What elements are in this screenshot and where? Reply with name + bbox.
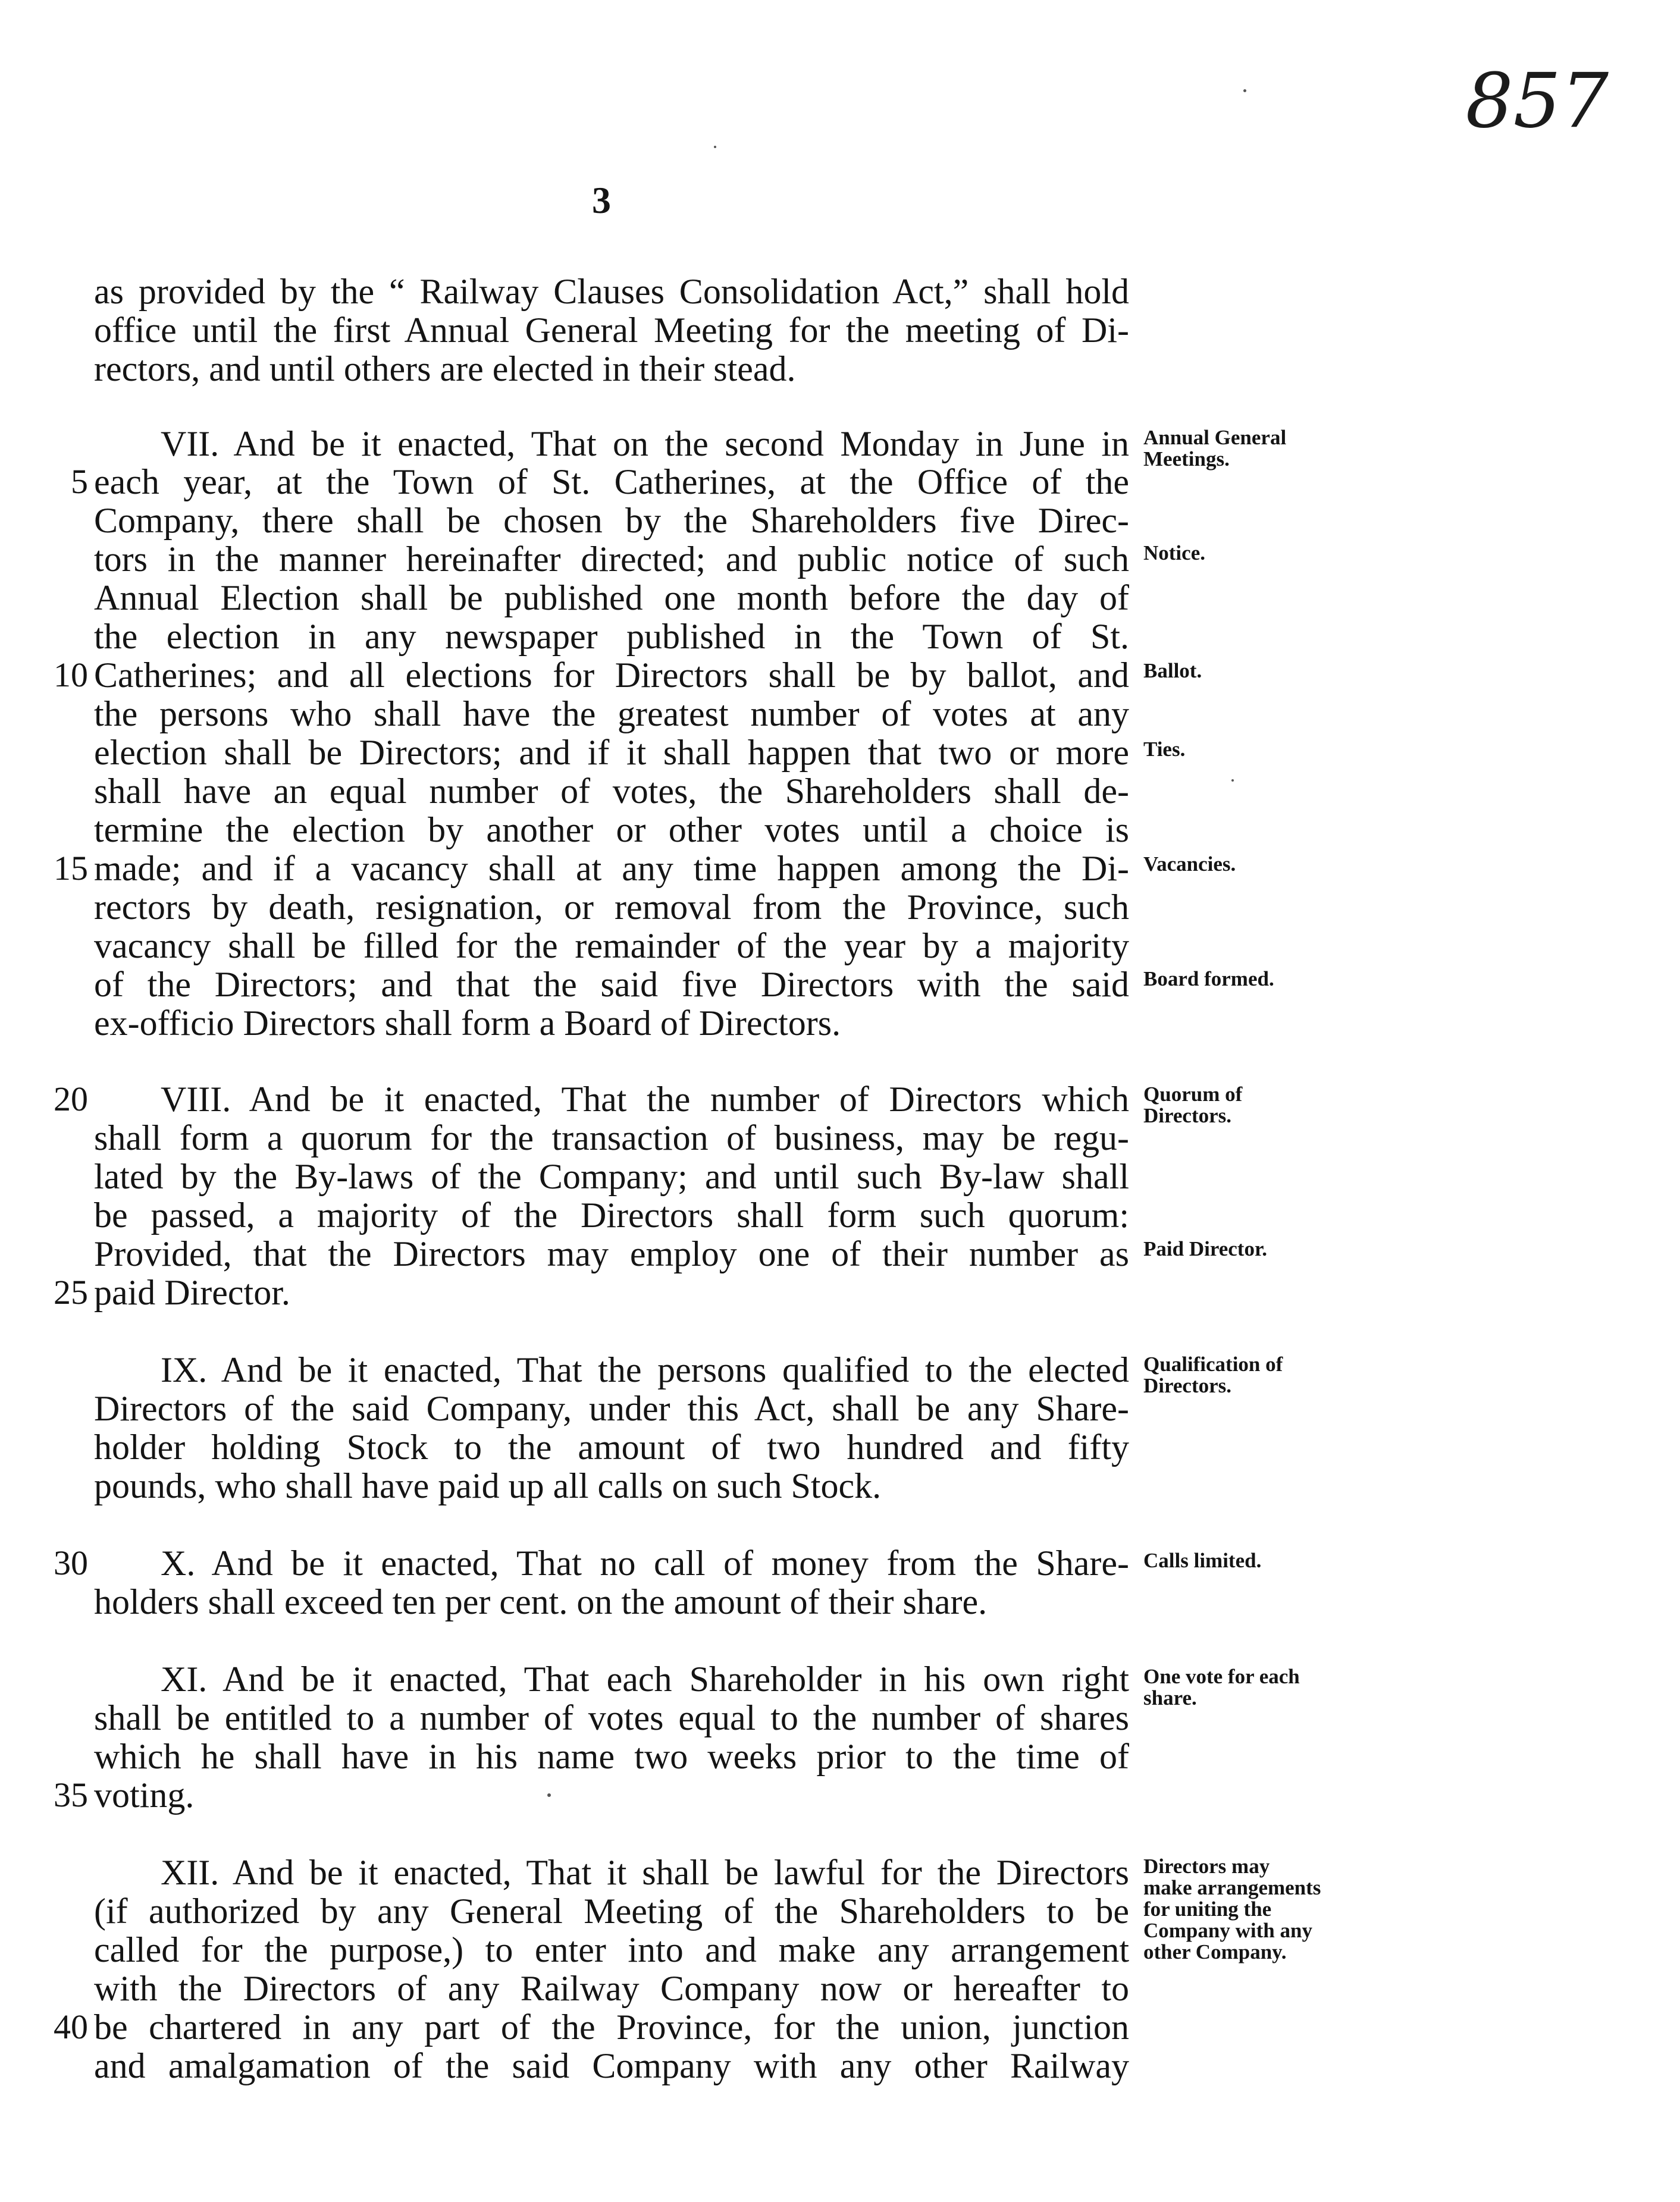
text-line: XI. And be it enacted, That each Shareholder in his own right: [161, 1660, 1129, 1699]
text-line: tors in the manner hereinafter directed; and public notice of such: [94, 539, 1129, 579]
text-line: Provided, that the Directors may employ one of their number as: [94, 1234, 1129, 1273]
line-number: 5: [71, 462, 88, 501]
text-line: (if authorized by any General Meeting of the Shareholders to be: [94, 1892, 1129, 1931]
text-line: of the Directors; and that the said five Directors with the said: [94, 965, 1129, 1004]
text-line: ex-officio Directors shall form a Board of Directors.: [94, 1003, 841, 1043]
text-line: pounds, who shall have paid up all calls on such Stock.: [94, 1466, 882, 1505]
text-line: election shall be Directors; and if it shall happen that two or more: [94, 733, 1129, 772]
print-speck: [1243, 89, 1246, 92]
text-line: as provided by the “ Railway Clauses Consolidation Act,” shall hold: [94, 272, 1129, 311]
page-number: 3: [592, 179, 611, 221]
text-line: office until the first Annual General Meeting for the meeting of Di-: [94, 310, 1129, 350]
folio-mark: 857: [1465, 57, 1609, 145]
margin-note: Board formed.: [1143, 967, 1274, 990]
margin-note: Directors may make arrangements for uniting the Company with any other Company.: [1143, 1855, 1321, 1963]
margin-note: Ties.: [1143, 738, 1186, 761]
margin-note: Quorum of Directors.: [1143, 1083, 1243, 1127]
text-line: Annual Election shall be published one month before the day of: [94, 578, 1129, 617]
margin-note: One vote for each share.: [1143, 1665, 1300, 1709]
margin-note: Notice.: [1143, 541, 1205, 564]
print-speck: [714, 146, 716, 148]
line-number: 30: [54, 1544, 88, 1582]
text-line: VII. And be it enacted, That on the second Monday in June in: [161, 424, 1129, 463]
margin-note: Annual General Meetings.: [1143, 426, 1287, 470]
text-line: holder holding Stock to the amount of two hundred and fifty: [94, 1428, 1129, 1467]
text-line: IX. And be it enacted, That the persons qualified to the elected: [161, 1350, 1129, 1389]
margin-note: Qualification of Directors.: [1143, 1353, 1283, 1397]
print-speck: [1231, 779, 1234, 782]
text-line: rectors, and until others are elected in their stead.: [94, 349, 796, 388]
text-line: holders shall exceed ten per cent. on the amount of their share.: [94, 1582, 988, 1621]
text-line: paid Director.: [94, 1273, 290, 1312]
text-line: shall form a quorum for the transaction of business, may be regu-: [94, 1118, 1129, 1158]
text-line: termine the election by another or other votes until a choice is: [94, 810, 1129, 849]
line-number: 40: [54, 2007, 88, 2046]
text-line: Directors of the said Company, under this Act, shall be any Share-: [94, 1389, 1129, 1428]
text-line: VIII. And be it enacted, That the number of Directors which: [161, 1080, 1129, 1119]
text-line: shall be entitled to a number of votes equal to the number of shares: [94, 1698, 1129, 1737]
text-line: XII. And be it enacted, That it shall be lawful for the Directors: [161, 1853, 1129, 1892]
line-number: 10: [54, 655, 88, 694]
text-line: X. And be it enacted, That no call of money from the Share-: [161, 1544, 1129, 1583]
line-number: 20: [54, 1080, 88, 1118]
text-line: vacancy shall be filled for the remainder of the year by a majority: [94, 926, 1129, 965]
print-speck: [547, 1793, 551, 1797]
margin-note: Calls limited.: [1143, 1549, 1262, 1572]
text-line: lated by the By-laws of the Company; and until such By-law shall: [94, 1157, 1129, 1196]
margin-note: Vacancies.: [1143, 852, 1236, 876]
text-line: be passed, a majority of the Directors shall form such quorum:: [94, 1196, 1129, 1235]
text-line: the election in any newspaper published in the Town of St.: [94, 617, 1129, 656]
text-line: called for the purpose,) to enter into and make any arrangement: [94, 1930, 1129, 1969]
line-number: 35: [54, 1776, 88, 1814]
text-line: each year, at the Town of St. Catherines, at the Office of the: [94, 462, 1129, 501]
text-line: which he shall have in his name two weeks prior to the time of: [94, 1737, 1129, 1776]
line-number: 25: [54, 1273, 88, 1312]
text-line: the persons who shall have the greatest number of votes at any: [94, 694, 1129, 733]
text-line: shall have an equal number of votes, the Shareholders shall de-: [94, 771, 1129, 811]
line-number: 15: [54, 849, 88, 887]
text-line: Company, there shall be chosen by the Shareholders five Direc-: [94, 501, 1129, 540]
text-line: voting.: [94, 1776, 195, 1815]
text-line: Catherines; and all elections for Directors shall be by ballot, and: [94, 655, 1129, 695]
text-line: made; and if a vacancy shall at any time happen among the Di-: [94, 849, 1129, 888]
margin-note: Paid Director.: [1143, 1237, 1268, 1260]
text-line: and amalgamation of the said Company with any other Railway: [94, 2046, 1129, 2085]
text-line: be chartered in any part of the Province, for the union, junction: [94, 2007, 1129, 2047]
text-line: rectors by death, resignation, or removal from the Province, such: [94, 887, 1129, 927]
margin-note: Ballot.: [1143, 659, 1202, 682]
text-line: with the Directors of any Railway Company now or hereafter to: [94, 1969, 1129, 2008]
